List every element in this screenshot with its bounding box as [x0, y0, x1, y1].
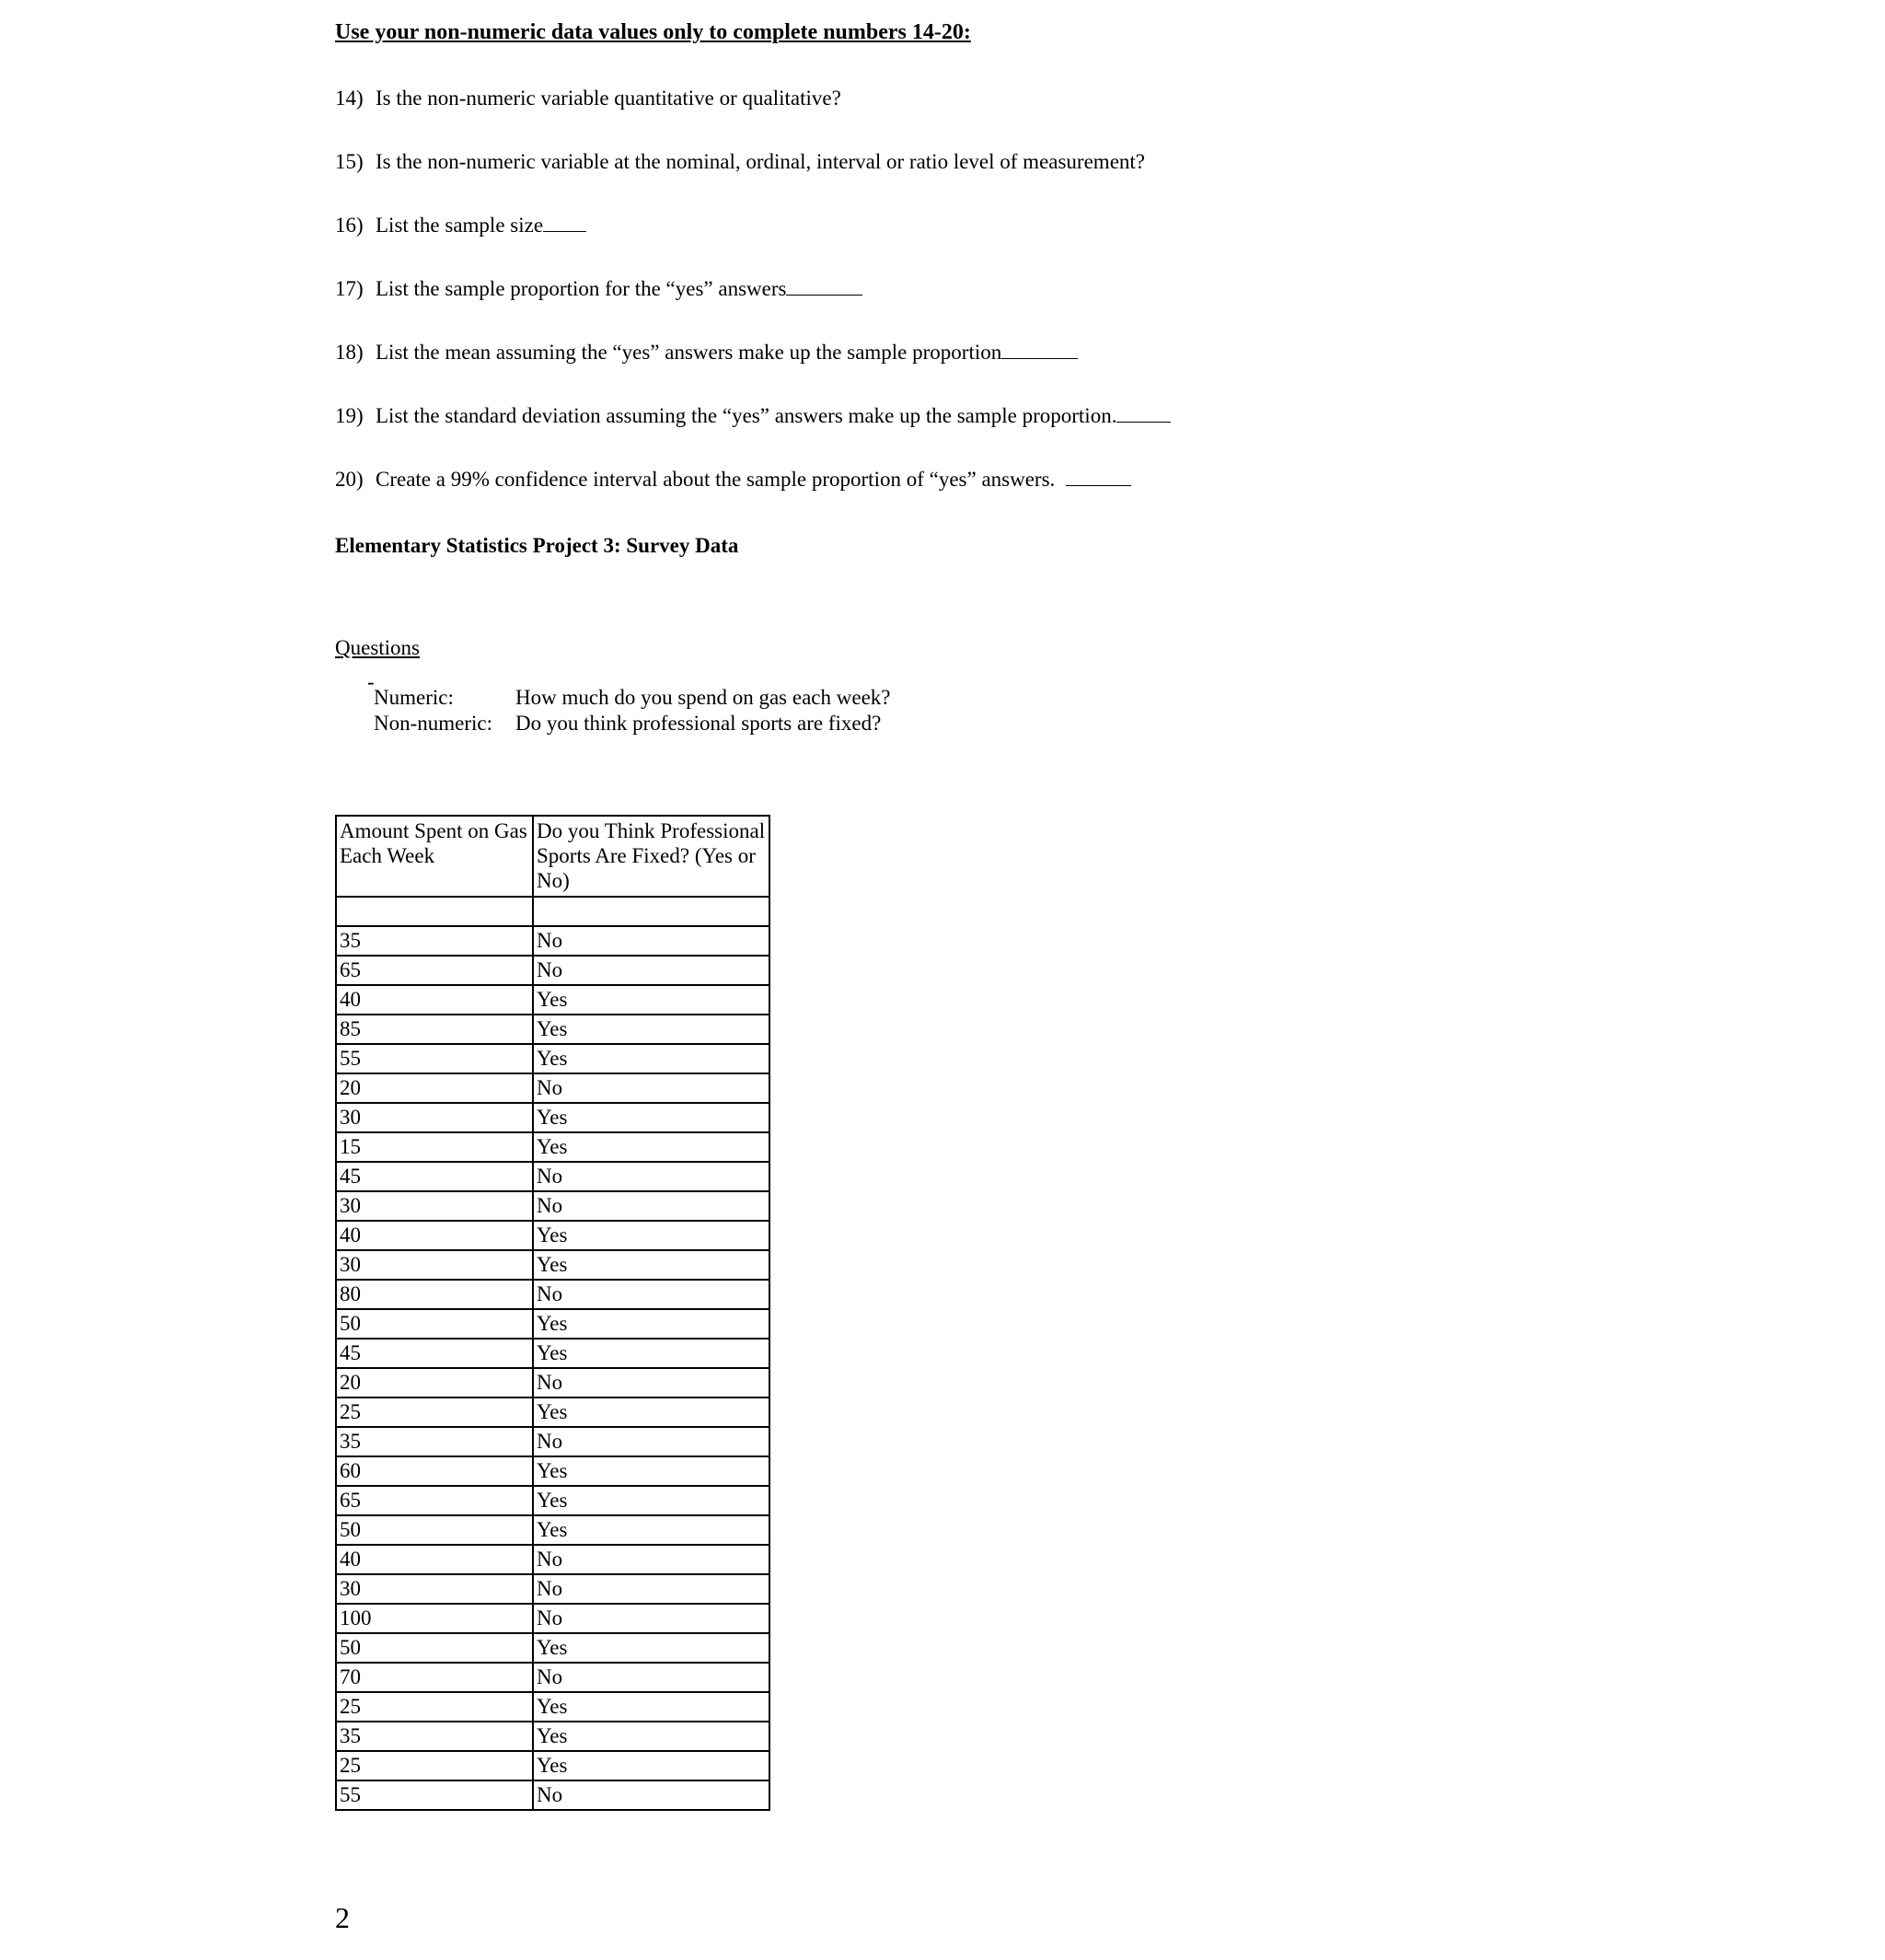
question-17 [335, 277, 862, 301]
question-18 [335, 341, 1078, 365]
gas-amount-cell: 20 [336, 1368, 533, 1398]
table-row [336, 1191, 769, 1221]
sports-fixed-cell: Yes [533, 1221, 769, 1250]
gas-amount-cell: 55 [336, 1780, 533, 1810]
table-row [336, 956, 769, 985]
gas-amount-cell: 25 [336, 1398, 533, 1427]
table-row [336, 1015, 769, 1044]
gas-amount-cell: 55 [336, 1044, 533, 1073]
survey-question-text: Do you think professional sports are fixed? [515, 712, 882, 735]
survey-question-non-numeric [374, 712, 881, 736]
table-row [336, 985, 769, 1015]
table-row [336, 926, 769, 956]
gas-amount-cell: 45 [336, 1339, 533, 1368]
gas-amount-cell: 40 [336, 1545, 533, 1574]
table-row [336, 1574, 769, 1604]
gas-amount-cell: 30 [336, 1250, 533, 1280]
table-row [336, 1162, 769, 1191]
sports-fixed-cell: Yes [533, 1751, 769, 1780]
table-row [336, 1398, 769, 1427]
question-16 [335, 214, 586, 238]
gas-amount-cell: 25 [336, 1692, 533, 1722]
gas-amount-cell: 30 [336, 1574, 533, 1604]
sports-fixed-cell: No [533, 1545, 769, 1574]
sports-fixed-cell: No [533, 926, 769, 956]
table-row [336, 1604, 769, 1633]
table-row [336, 1515, 769, 1545]
sports-fixed-cell: No [533, 956, 769, 985]
sports-fixed-cell: No [533, 1368, 769, 1398]
sports-fixed-cell: Yes [533, 1250, 769, 1280]
sports-fixed-cell: No [533, 1604, 769, 1633]
sports-fixed-cell: Yes [533, 985, 769, 1015]
sports-fixed-cell: No [533, 1780, 769, 1810]
table-row [336, 1221, 769, 1250]
table-row [336, 1250, 769, 1280]
table-row [336, 1663, 769, 1692]
table-row [336, 1309, 769, 1339]
sports-fixed-cell: Yes [533, 1515, 769, 1545]
table-header-row [336, 816, 769, 897]
question-text: Is the non-numeric variable quantitative or qualitative? [376, 87, 841, 110]
table-row [336, 1132, 769, 1162]
sports-fixed-cell: Yes [533, 1722, 769, 1751]
sports-fixed-cell: Yes [533, 1044, 769, 1073]
question-text: List the standard deviation assuming the “yes” answers make up the sample proportion. [376, 404, 1117, 427]
survey-question-text: How much do you spend on gas each week? [515, 686, 891, 709]
sports-fixed-cell: Yes [533, 1692, 769, 1722]
questions-label: Questions [335, 636, 420, 659]
question-text: List the sample proportion for the “yes” answers [376, 277, 787, 300]
list-dash: - [367, 670, 375, 693]
table-row [336, 1339, 769, 1368]
instructions-heading: Use your non-numeric data values only to complete numbers 14-20: [335, 20, 971, 44]
answer-blank[interactable] [1001, 357, 1078, 359]
survey-data-table [335, 815, 770, 1811]
question-number: 14) [335, 87, 364, 110]
table-row [336, 1368, 769, 1398]
question-20 [335, 468, 1131, 492]
table-row [336, 1280, 769, 1309]
gas-amount-cell: 15 [336, 1132, 533, 1162]
table-row [336, 1780, 769, 1810]
sports-fixed-cell: No [533, 1280, 769, 1309]
question-text: Is the non-numeric variable at the nominal, ordinal, interval or ratio level of measurement? [376, 150, 1145, 173]
sports-fixed-cell: Yes [533, 1015, 769, 1044]
answer-blank[interactable] [1066, 484, 1131, 486]
answer-blank[interactable] [1116, 421, 1171, 423]
table-row [336, 1044, 769, 1073]
answer-blank[interactable] [543, 230, 586, 232]
gas-amount-cell: 35 [336, 1722, 533, 1751]
question-15 [335, 150, 1145, 174]
question-text: List the mean assuming the “yes” answers make up the sample proportion [376, 341, 1002, 364]
survey-question-label: Numeric: [374, 686, 454, 709]
question-number: 19) [335, 404, 364, 427]
gas-amount-cell: 50 [336, 1515, 533, 1545]
gas-amount-cell: 100 [336, 1604, 533, 1633]
header-gas-amount: Amount Spent on Gas Each Week [336, 816, 533, 897]
table-row [336, 1545, 769, 1574]
table-empty-row [336, 897, 769, 926]
gas-amount-cell: 80 [336, 1280, 533, 1309]
question-14 [335, 87, 841, 110]
question-19 [335, 404, 1171, 428]
page-number: 2 [335, 1901, 350, 1934]
gas-amount-cell: 30 [336, 1103, 533, 1132]
gas-amount-cell: 40 [336, 1221, 533, 1250]
sports-fixed-cell: Yes [533, 1309, 769, 1339]
gas-amount-cell: 35 [336, 926, 533, 956]
sports-fixed-cell: No [533, 1162, 769, 1191]
table-cell [533, 897, 769, 926]
gas-amount-cell: 60 [336, 1456, 533, 1486]
question-text: Create a 99% confidence interval about the sample proportion of “yes” answers. [376, 468, 1056, 491]
question-number: 18) [335, 341, 364, 364]
sports-fixed-cell: Yes [533, 1456, 769, 1486]
project-title: Elementary Statistics Project 3: Survey Data [335, 534, 739, 557]
table-row [336, 1486, 769, 1515]
answer-blank[interactable] [786, 294, 862, 296]
sports-fixed-cell: No [533, 1191, 769, 1221]
sports-fixed-cell: Yes [533, 1398, 769, 1427]
sports-fixed-cell: No [533, 1427, 769, 1456]
sports-fixed-cell: Yes [533, 1132, 769, 1162]
table-row [336, 1073, 769, 1103]
gas-amount-cell: 50 [336, 1309, 533, 1339]
sports-fixed-cell: Yes [533, 1486, 769, 1515]
sports-fixed-cell: Yes [533, 1339, 769, 1368]
table-cell [336, 897, 533, 926]
gas-amount-cell: 50 [336, 1633, 533, 1663]
sports-fixed-cell: No [533, 1574, 769, 1604]
gas-amount-cell: 20 [336, 1073, 533, 1103]
gas-amount-cell: 40 [336, 985, 533, 1015]
header-sports-fixed: Do you Think Professional Sports Are Fixed? (Yes or No) [533, 816, 769, 897]
table-row [336, 1633, 769, 1663]
sports-fixed-cell: No [533, 1073, 769, 1103]
gas-amount-cell: 45 [336, 1162, 533, 1191]
table-row [336, 1103, 769, 1132]
table-row [336, 1456, 769, 1486]
gas-amount-cell: 65 [336, 956, 533, 985]
table-row [336, 1722, 769, 1751]
gas-amount-cell: 25 [336, 1751, 533, 1780]
table-row [336, 1751, 769, 1780]
sports-fixed-cell: No [533, 1663, 769, 1692]
survey-question-numeric [374, 686, 891, 710]
question-text: List the sample size [376, 214, 544, 237]
gas-amount-cell: 65 [336, 1486, 533, 1515]
question-number: 16) [335, 214, 364, 237]
gas-amount-cell: 30 [336, 1191, 533, 1221]
table-row [336, 1427, 769, 1456]
question-number: 17) [335, 277, 364, 300]
sports-fixed-cell: Yes [533, 1633, 769, 1663]
gas-amount-cell: 85 [336, 1015, 533, 1044]
question-number: 15) [335, 150, 364, 173]
sports-fixed-cell: Yes [533, 1103, 769, 1132]
table-row [336, 1692, 769, 1722]
survey-question-label: Non-numeric: [374, 712, 493, 735]
question-number: 20) [335, 468, 364, 491]
gas-amount-cell: 70 [336, 1663, 533, 1692]
gas-amount-cell: 35 [336, 1427, 533, 1456]
